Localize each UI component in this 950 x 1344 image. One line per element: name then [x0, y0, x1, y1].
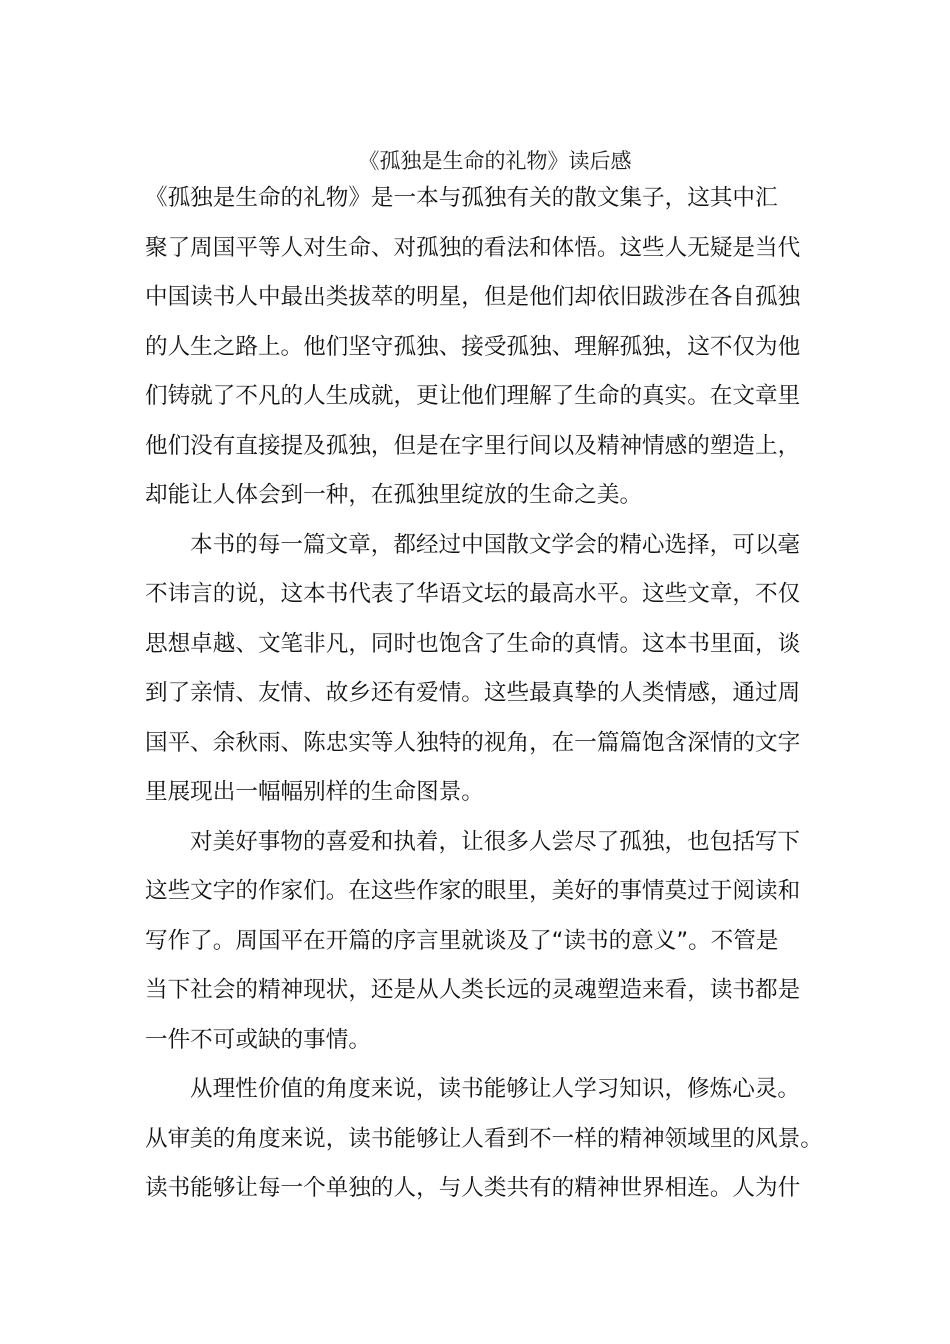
document-title: 《孤独是生命的礼物》读后感: [358, 149, 632, 173]
text-line: 他们没有直接提及孤独，但是在字里行间以及精神情感的塑造上，: [145, 432, 801, 459]
text-line: 写作了。周国平在开篇的序言里就谈及了“读书的意义”。不管是: [145, 927, 779, 954]
text-line: 这些文字的作家们。在这些作家的眼里，美好的事情莫过于阅读和: [145, 878, 801, 904]
text-line: 对美好事物的喜爱和执着，让很多人尝尽了孤独，也包括写下: [190, 828, 801, 855]
text-line: 从理性价值的角度来说，读书能够让人学习知识，修炼心灵。: [190, 1076, 801, 1102]
text-line: 聚了周国平等人对生命、对孤独的看法和体悟。这些人无疑是当代: [145, 234, 801, 261]
text-line: 中国读书人中最出类拔萃的明星，但是他们却依旧跋涉在各自孤独: [145, 284, 801, 310]
text-line: 从审美的角度来说，读书能够让人看到不一样的精神领域里的风景。: [145, 1125, 823, 1152]
text-line: 当下社会的精神现状，还是从人类长远的灵魂塑造来看，读书都是: [145, 977, 801, 1003]
text-line: 读书能够让每一个单独的人，与人类共有的精神世界相连。人为什: [145, 1175, 801, 1201]
text-line: 本书的每一篇文章，都经过中国散文学会的精心选择，可以毫: [190, 531, 801, 558]
text-line: 们铸就了不凡的人生成就，更让他们理解了生命的真实。在文章里: [145, 383, 801, 409]
text-line: 《孤独是生命的礼物》是一本与孤独有关的散文集子，这其中汇: [145, 185, 778, 211]
text-line: 到了亲情、友情、故乡还有爱情。这些最真挚的人类情感，通过周: [145, 680, 801, 706]
text-line: 里展现出一幅幅别样的生命图景。: [145, 779, 484, 805]
document-body: [145, 174, 823, 1214]
text-line: 却能让人体会到一种，在孤独里绽放的生命之美。: [145, 482, 643, 508]
text-line: 的人生之路上。他们坚守孤独、接受孤独、理解孤独，这不仅为他: [145, 333, 801, 360]
text-line: 一件不可或缺的事情。: [145, 1026, 371, 1053]
text-line: 国平、余秋雨、陈忠实等人独特的视角，在一篇篇饱含深情的文字: [145, 729, 801, 756]
text-line: 不讳言的说，这本书代表了华语文坛的最高水平。这些文章，不仅: [145, 581, 801, 607]
text-line: 思想卓越、文笔非凡，同时也饱含了生命的真情。这本书里面，谈: [145, 630, 801, 657]
